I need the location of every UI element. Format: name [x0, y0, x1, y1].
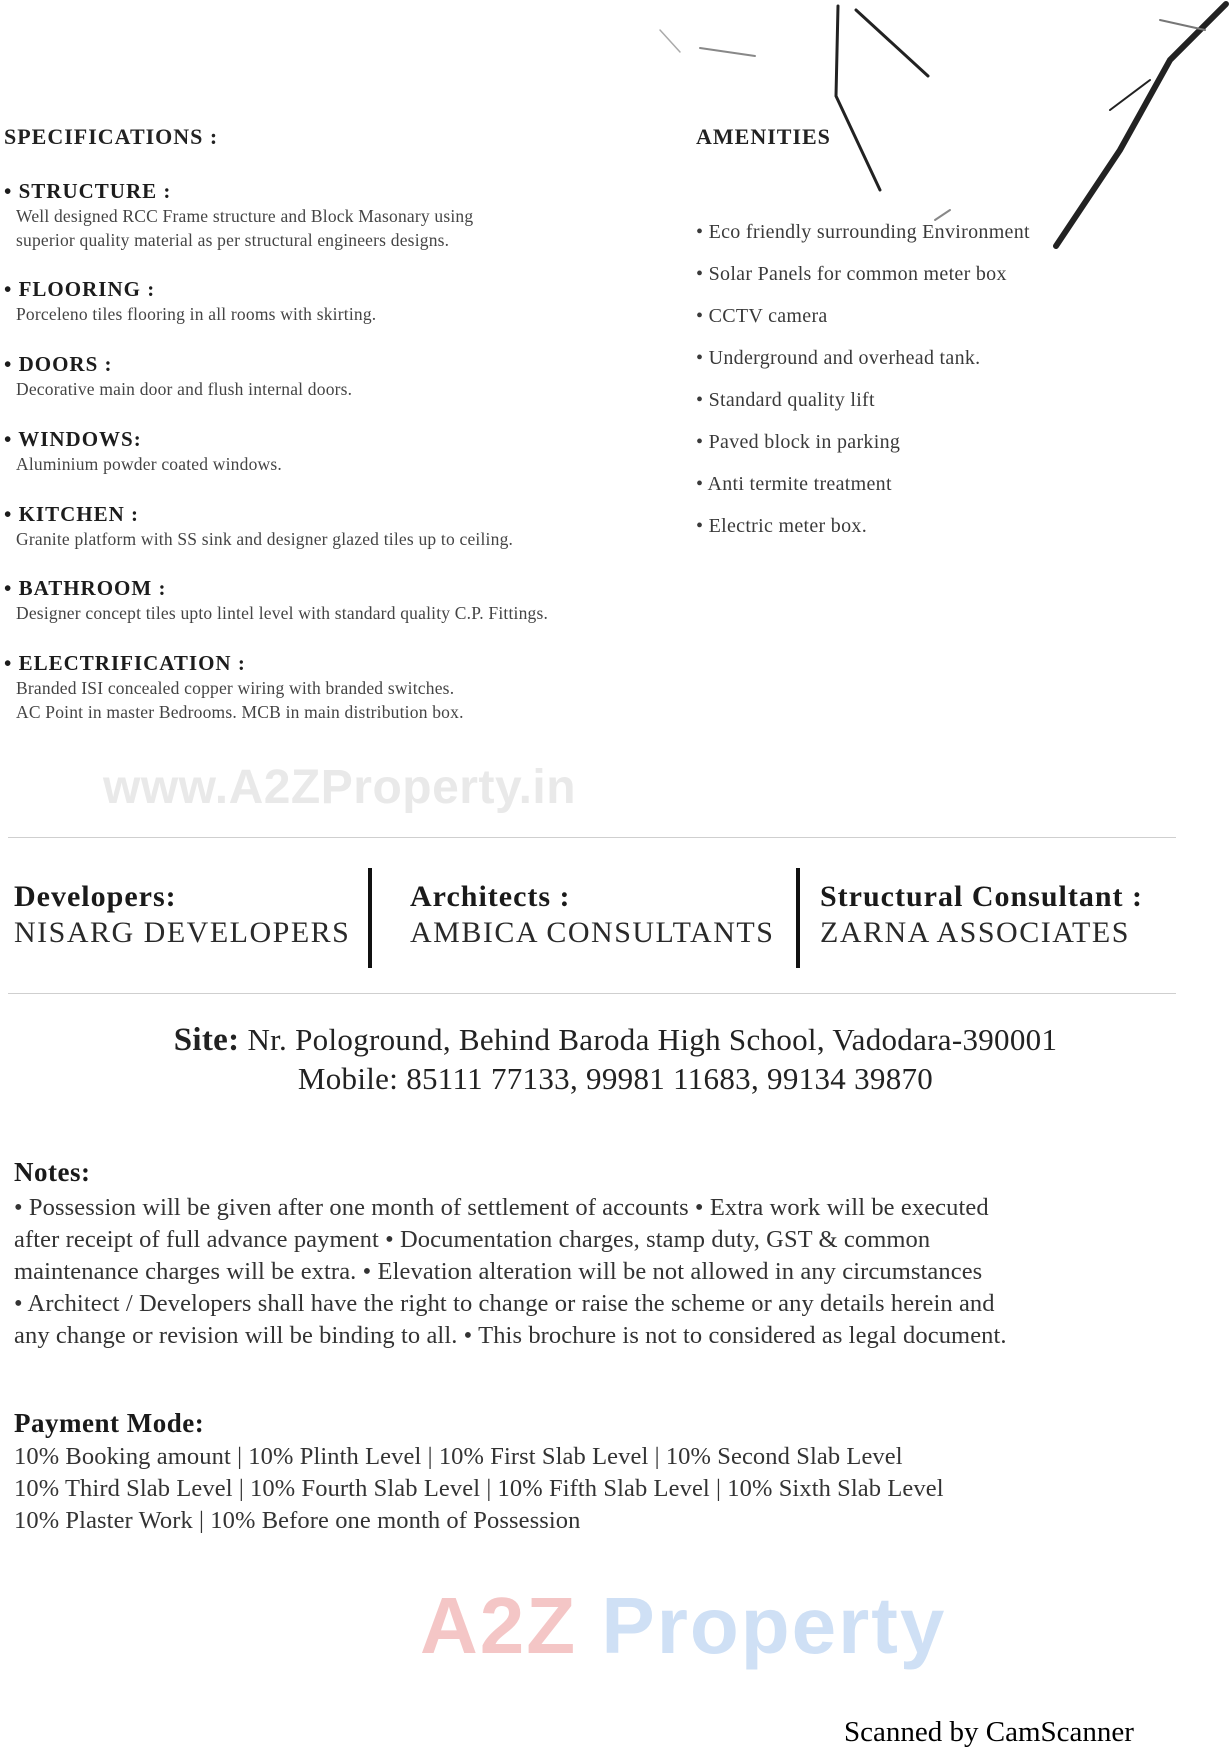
- amenity-item: • Electric meter box.: [696, 515, 868, 537]
- amenity-item: • Eco friendly surrounding Environment: [696, 221, 1030, 243]
- notes-line: after receipt of full advance payment • Documentation charges, stamp duty, GST & common: [14, 1226, 931, 1253]
- spec-text: Decorative main door and flush internal doors.: [16, 379, 353, 399]
- spec-head: • ELECTRIFICATION :: [4, 651, 246, 675]
- spec-flooring: [4, 277, 376, 326]
- credit-separator: [368, 868, 372, 968]
- structural-value: ZARNA ASSOCIATES: [820, 916, 1130, 949]
- divider-bottom: [8, 993, 1176, 994]
- amenities-title: AMENITIES: [696, 124, 831, 149]
- spec-text: superior quality material as per structural engineers designs.: [16, 230, 450, 250]
- payment-title: Payment Mode:: [14, 1408, 205, 1438]
- spec-structure: [4, 179, 473, 252]
- amenities-section: [696, 124, 1196, 537]
- notes-line: any change or revision will be binding to all. • This brochure is not to considered as legal document.: [14, 1322, 1007, 1349]
- notes-line: • Architect / Developers shall have the right to change or raise the scheme or any details herein and: [14, 1290, 995, 1317]
- divider-top: [8, 837, 1176, 838]
- spec-bathroom: [4, 576, 548, 625]
- developers-block: [14, 880, 350, 950]
- spec-text: Designer concept tiles upto lintel level with standard quality C.P. Fittings.: [16, 603, 549, 623]
- spec-doors: [4, 352, 352, 401]
- site-address: [0, 1022, 1231, 1059]
- spec-windows: [4, 427, 282, 476]
- architects-label: Architects :: [410, 880, 571, 913]
- site-label: Site:: [173, 1022, 240, 1058]
- amenity-item: • Solar Panels for common meter box: [696, 263, 1007, 285]
- spec-text: Granite platform with SS sink and designer glazed tiles up to ceiling.: [16, 529, 514, 549]
- developers-label: Developers:: [14, 880, 177, 913]
- spec-head: • STRUCTURE :: [4, 179, 172, 203]
- amenity-item: • Paved block in parking: [696, 431, 901, 453]
- spec-head: • BATHROOM :: [4, 576, 167, 600]
- amenity-item: • Underground and overhead tank.: [696, 347, 981, 369]
- spec-text: Porceleno tiles flooring in all rooms with skirting.: [16, 304, 377, 324]
- site-mobile: Mobile: 85111 77133, 99981 11683, 99134 39870: [297, 1061, 934, 1096]
- spec-head: • KITCHEN :: [4, 502, 140, 526]
- logo-part2: Property: [601, 1581, 947, 1670]
- architects-value: AMBICA CONSULTANTS: [410, 916, 775, 949]
- credit-separator: [796, 868, 800, 968]
- amenity-item: • Anti termite treatment: [696, 473, 892, 495]
- structural-block: [820, 880, 1143, 950]
- spec-head: • WINDOWS:: [4, 427, 142, 451]
- spec-text: Well designed RCC Frame structure and Block Masonary using: [16, 206, 474, 226]
- amenity-item: • Standard quality lift: [696, 389, 875, 411]
- notes-line: • Possession will be given after one month of settlement of accounts • Extra work will be executed: [14, 1194, 989, 1221]
- a2z-logo-watermark: [420, 1580, 946, 1672]
- specifications-section: [4, 124, 684, 722]
- notes-line: maintenance charges will be extra. • Elevation alteration will be not allowed in any circumstances: [14, 1258, 983, 1285]
- architects-block: [410, 880, 774, 950]
- notes-section: [14, 1157, 1184, 1352]
- payment-line: 10% Booking amount | 10% Plinth Level | 10% First Slab Level | 10% Second Slab Level: [14, 1443, 903, 1470]
- developers-value: NISARG DEVELOPERS: [14, 916, 351, 949]
- spec-text: Aluminium powder coated windows.: [16, 454, 282, 474]
- site-address-text: Nr. Pologround, Behind Baroda High School, Vadodara-390001: [247, 1022, 1058, 1057]
- amenity-item: • CCTV camera: [696, 305, 828, 327]
- payment-section: [14, 1408, 1184, 1537]
- spec-text: Branded ISI concealed copper wiring with branded switches.: [16, 678, 455, 698]
- spec-head: • FLOORING :: [4, 277, 156, 301]
- logo-part1: A2Z: [420, 1581, 578, 1670]
- notes-title: Notes:: [14, 1157, 91, 1187]
- camscanner-mark: Scanned by CamScanner: [844, 1716, 1134, 1748]
- spec-kitchen: [4, 502, 513, 551]
- spec-electrification: [4, 651, 464, 724]
- spec-text: AC Point in master Bedrooms. MCB in main distribution box.: [16, 702, 464, 722]
- payment-line: 10% Third Slab Level | 10% Fourth Slab Level | 10% Fifth Slab Level | 10% Sixth Slab Level: [14, 1475, 944, 1502]
- payment-line: 10% Plaster Work | 10% Before one month of Possession: [14, 1507, 581, 1534]
- specifications-title: SPECIFICATIONS :: [4, 124, 219, 149]
- spec-head: • DOORS :: [4, 352, 113, 376]
- structural-label: Structural Consultant :: [820, 880, 1144, 913]
- watermark-url: www.A2ZProperty.in: [103, 761, 577, 814]
